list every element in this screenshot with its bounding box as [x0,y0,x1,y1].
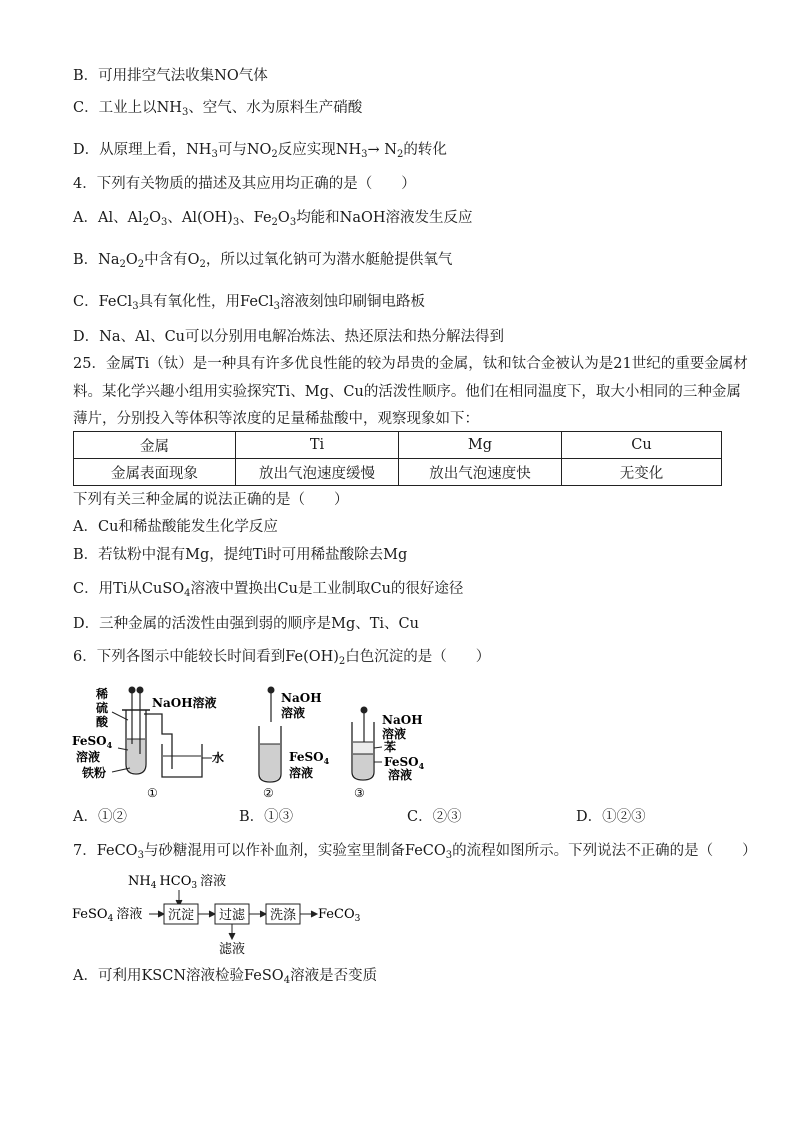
figure-number-1: ① [147,786,158,800]
label-iron-powder: 铁粉 [82,766,107,780]
q6-option-d: D．①②③ [576,809,646,825]
apparatus-figure-2 [255,684,335,804]
label-feso4: FeSO$_4$ [384,755,425,771]
q6-option-b: B．①③ [239,809,294,825]
table-cell: 金属表面现象 [74,459,236,486]
q25-option-a: A．Cu和稀盐酸能发生化学反应 [73,519,278,535]
q4-option-d: D．Na、Al、Cu可以分别用电解冶炼法、热还原法和热分解法得到 [73,329,504,345]
label-xi: 稀 [96,687,109,701]
label-liu: 硫 [96,701,109,715]
table-cell: Ti [236,432,399,459]
q7-option-a: A．可利用KSCN溶液检验FeSO$_4$溶液是否变质 [73,968,378,986]
q3-option-c: C．工业上以$NH_3$、空气、水为原料生产硝酸 [73,100,363,118]
step-precipitate: 沉淀 [168,908,195,923]
label-solution: 溶液 [289,766,314,780]
q25-stem-line3: 薄片，分别投入等体积等浓度的足量稀盐酸中，观察现象如下： [73,411,479,427]
label-feso4: FeSO$_4$ [72,734,113,750]
table-row [74,459,722,486]
apparatus-figure-1 [72,684,242,804]
q4-stem: 4．下列有关物质的描述及其应用均正确的是（ ） [73,176,416,192]
step-wash: 洗涤 [270,908,297,923]
product-feco3: FeCO$_3$ [318,907,361,924]
filtrate-label: 滤液 [219,942,246,957]
q4-option-c: C．FeCl$_3$具有氧化性，用FeCl$_3$溶液刻蚀印刷铜电路板 [73,294,426,312]
table-header-row [74,432,722,459]
label-solution: 溶液 [76,750,101,764]
label-naoh: NaOH [382,713,423,727]
label-solution: 溶液 [281,706,306,720]
feco3-flow-diagram [72,870,382,960]
table-cell: 无变化 [562,459,722,486]
q3-option-d: D．从原理上看，$NH_3$可与$NO_2$反应实现$NH_3\to N_2$的转化 [73,142,447,160]
metal-observation-table [73,431,722,486]
q6-stem: 6．下列各图示中能较长时间看到$Fe(OH)_2$白色沉淀的是（ ） [73,649,491,667]
q25-option-b: B．若钛粉中混有Mg，提纯Ti时可用稀盐酸除去Mg [73,547,408,563]
label-benzene: 苯 [384,740,397,754]
step-filter: 过滤 [219,908,246,923]
q4-option-a: A．Al、$Al_2O_3$、$Al(OH)_3$、$Fe_2O_3$均能和NaOH溶液发生反应 [73,210,473,228]
table-cell: Mg [399,432,562,459]
figure-number-2: ② [263,786,274,800]
table-cell: 放出气泡速度快 [399,459,562,486]
figure-number-3: ③ [354,786,365,800]
label-solution: 溶液 [382,727,407,741]
q25-option-c: C．用Ti从CuSO$_4$溶液中置换出Cu是工业制取Cu的很好途径 [73,581,464,599]
apparatus-figure-3 [348,704,428,804]
q3-option-b: B．可用排空气法收集NO气体 [73,68,268,84]
start-feso4-solution: FeSO$_4$ 溶液 [72,907,143,924]
q6-option-a: A．①② [73,809,127,825]
q4-option-b: B．$Na_2O_2$中含有$O_2$，所以过氧化钠可为潜水艇舱提供氧气 [73,252,453,270]
q25-stem-line2: 料。某化学兴趣小组用实验探究Ti、Mg、Cu的活泼性顺序。他们在相同温度下，取大小相同的三种金属 [73,384,741,400]
reagent-nh4hco3: $NH_4$ $HCO_3$ 溶液 [128,874,227,891]
table-cell: 金属 [74,432,236,459]
table-cell: 放出气泡速度缓慢 [236,459,399,486]
q6-option-c: C．②③ [407,809,462,825]
q7-stem: 7．FeCO$_3$与砂糖混用可以作补血剂，实验室里制备FeCO$_3$的流程如图所示。下列说法不正确的是（ ） [73,843,757,861]
q25-option-d: D．三种金属的活泼性由强到弱的顺序是Mg、Ti、Cu [73,616,419,632]
label-naoh-solution: NaOH溶液 [152,696,217,710]
label-naoh: NaOH [281,691,322,705]
label-water: 水 [212,751,225,765]
table-cell: Cu [562,432,722,459]
q25-stem-line1: 25．金属Ti（钛）是一种具有许多优良性能的较为昂贵的金属，钛和钛合金被认为是21世纪的重要金属材 [73,356,748,372]
label-solution: 溶液 [388,768,413,782]
label-suan: 酸 [96,715,109,729]
q25-question: 下列有关三种金属的说法正确的是（ ） [73,492,349,508]
label-feso4: FeSO$_4$ [289,750,330,766]
